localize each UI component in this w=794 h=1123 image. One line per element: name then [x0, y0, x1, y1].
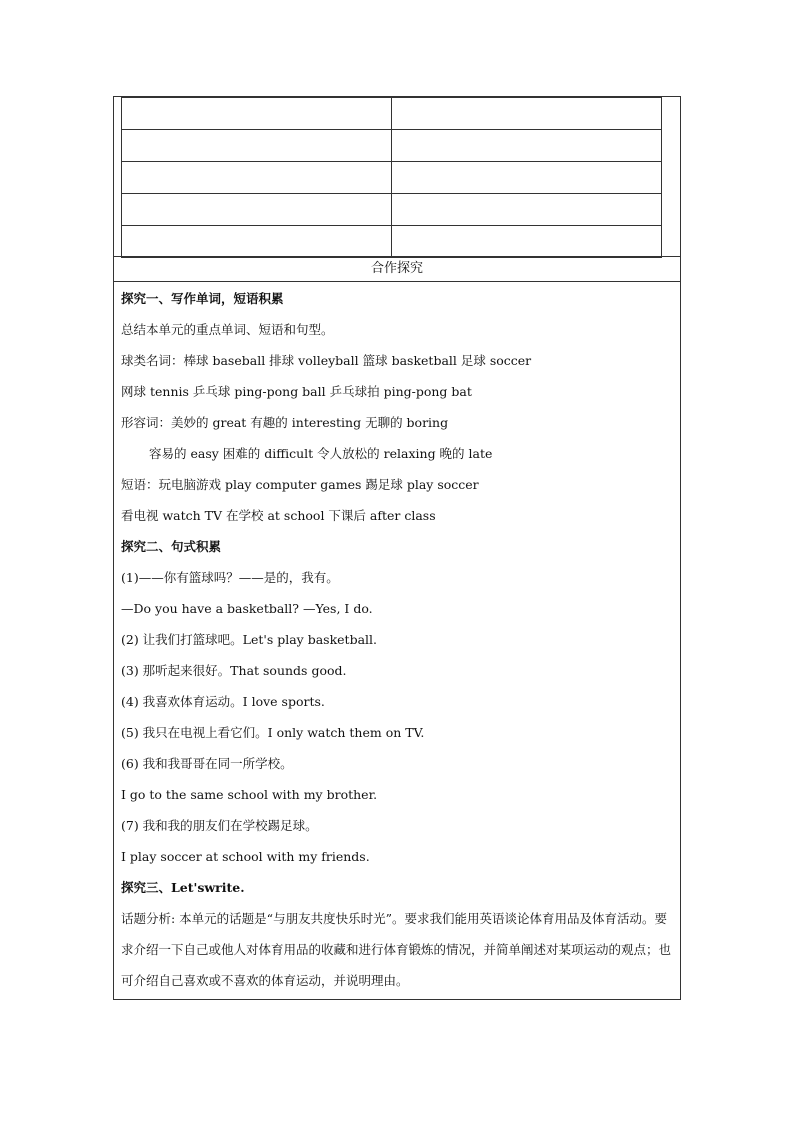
sentence-1-cn: (1)——你有篮球吗？——是的，我有。 [121, 570, 339, 585]
sentence-6-en: I go to the same school with my brother. [121, 787, 378, 802]
phrases-line-1: 短语：玩电脑游戏 play computer games 踢足球 play soccer [121, 477, 479, 492]
blank-table [121, 97, 662, 258]
explore2-heading: 探究二、句式积累 [121, 539, 222, 554]
table-row [122, 130, 662, 162]
sentence-3: (3) 那听起来很好。That sounds good. [121, 663, 347, 678]
adjectives-line-1: 形容词：美妙的 great 有趣的 interesting 无聊的 boring [121, 415, 449, 430]
topic-analysis: 话题分析: 本单元的话题是“与朋友共度快乐时光”。要求我们能用英语谈论体育用品及体育活动。要求介绍一下自己或他人对体育用品的收藏和进行体育锻炼的情况，并简单阐述对某项运动的观点；也可介绍自己喜欢或不喜欢的体育运动，并说明理由。 [121, 911, 672, 988]
adjectives-line-2: 容易的 easy 困难的 difficult 令人放松的 relaxing 晚的 late [149, 446, 493, 461]
sentence-2: (2) 让我们打篮球吧。Let's play basketball. [121, 632, 378, 647]
ball-nouns-line-1: 球类名词：棒球 baseball 排球 volleyball 篮球 basketball 足球 soccer [121, 353, 532, 368]
section-title: 合作探究 [114, 256, 680, 282]
sentence-7-cn: (7) 我和我的朋友们在学校踢足球。 [121, 818, 318, 833]
table-row [122, 98, 662, 130]
content-area [121, 283, 673, 996]
table-row [122, 226, 662, 258]
sentence-5: (5) 我只在电视上看它们。I only watch them on TV. [121, 725, 425, 740]
sentence-7-en: I play soccer at school with my friends. [121, 849, 370, 864]
explore1-intro: 总结本单元的重点单词、短语和句型。 [121, 322, 334, 337]
table-row [122, 162, 662, 194]
explore1-heading: 探究一、写作单词，短语积累 [121, 291, 284, 306]
ball-nouns-line-2: 网球 tennis 乒乓球 ping-pong ball 乒乓球拍 ping-pong bat [121, 384, 472, 399]
explore3-heading: 探究三、Let'swrite. [121, 880, 245, 895]
worksheet-frame [113, 96, 681, 1000]
sentence-6-cn: (6) 我和我哥哥在同一所学校。 [121, 756, 293, 771]
sentence-1-en: —Do you have a basketball? —Yes, I do. [121, 601, 373, 616]
sentence-4: (4) 我喜欢体育运动。I love sports. [121, 694, 325, 709]
phrases-line-2: 看电视 watch TV 在学校 at school 下课后 after class [121, 508, 436, 523]
table-row [122, 194, 662, 226]
